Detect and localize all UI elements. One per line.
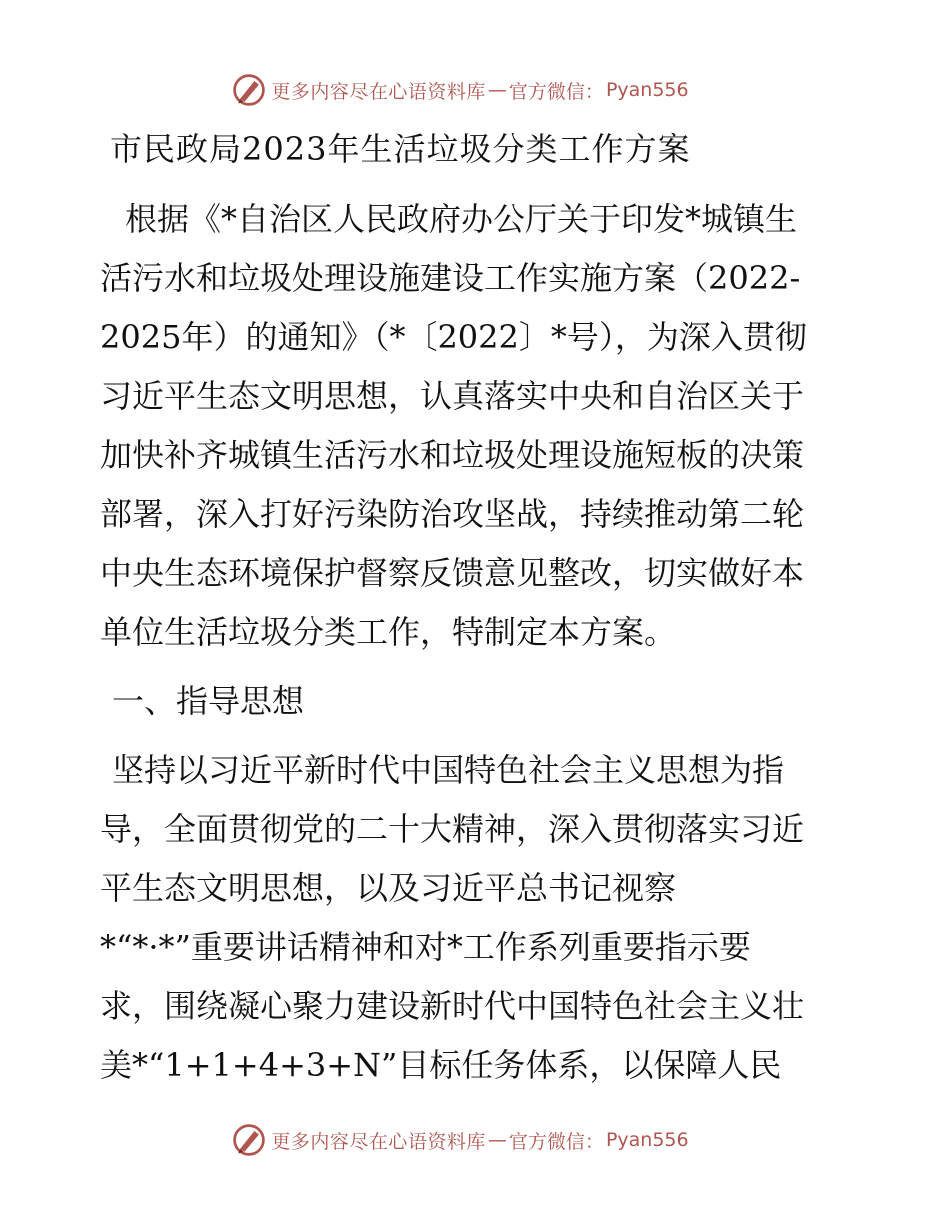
paragraph-line: 单位生活垃圾分类工作，特制定本方案。 xyxy=(100,613,677,651)
paragraph-intro xyxy=(100,190,860,662)
paragraph-line: 活污水和垃圾处理设施建设工作实施方案（2022- xyxy=(100,259,801,297)
section-heading: 一、指导思想 xyxy=(112,682,305,720)
paragraph-line: 中央生态环境保护督察反馈意见整改，切实做好本 xyxy=(100,554,805,592)
paragraph-line: 坚持以习近平新时代中国特色社会主义思想为指 xyxy=(112,751,785,789)
watermark-header xyxy=(0,70,950,110)
paragraph-line: 加快补齐城镇生活污水和垃圾处理设施短板的决策 xyxy=(100,436,805,474)
document-title: 市民政局2023年生活垃圾分类工作方案 xyxy=(110,130,691,168)
watermark-text: 更多内容尽在心语资料库 xyxy=(271,80,486,103)
pen-logo-icon xyxy=(231,1122,267,1158)
watermark-id: Pyan556 xyxy=(605,79,689,101)
paragraph-line: 习近平生态文明思想，认真落实中央和自治区关于 xyxy=(100,377,805,415)
document-body xyxy=(100,120,860,1095)
paragraph-line: 2025年）的通知》（*〔2022〕*号），为深入贯彻 xyxy=(100,318,807,356)
paragraph-line: 求，围绕凝心聚力建设新时代中国特色社会主义壮 xyxy=(100,987,805,1025)
pen-logo-icon xyxy=(231,72,267,108)
watermark-id: Pyan556 xyxy=(605,1129,689,1151)
watermark-text: 更多内容尽在心语资料库 xyxy=(271,1130,486,1153)
paragraph-line: *“*·*”重要讲话精神和对*工作系列重要指示要 xyxy=(100,928,751,966)
watermark-dash: — xyxy=(487,79,507,101)
paragraph-line: 美*“1+1+4+3+N”目标任务体系，以保障人民 xyxy=(100,1046,782,1084)
watermark-contact: 官方微信： xyxy=(508,1130,604,1153)
watermark-dash: — xyxy=(487,1129,507,1151)
paragraph-line: 部署，深入打好污染防治攻坚战，持续推动第二轮 xyxy=(100,495,805,533)
watermark-footer xyxy=(0,1120,950,1160)
watermark-contact: 官方微信： xyxy=(508,80,604,103)
paragraph-line: 平生态文明思想，以及习近平总书记视察 xyxy=(100,869,677,907)
paragraph-guiding xyxy=(100,741,860,1095)
paragraph-line: 导，全面贯彻党的二十大精神，深入贯彻落实习近 xyxy=(100,810,805,848)
paragraph-line: 根据《*自治区人民政府办公厅关于印发*城镇生 xyxy=(125,200,798,238)
